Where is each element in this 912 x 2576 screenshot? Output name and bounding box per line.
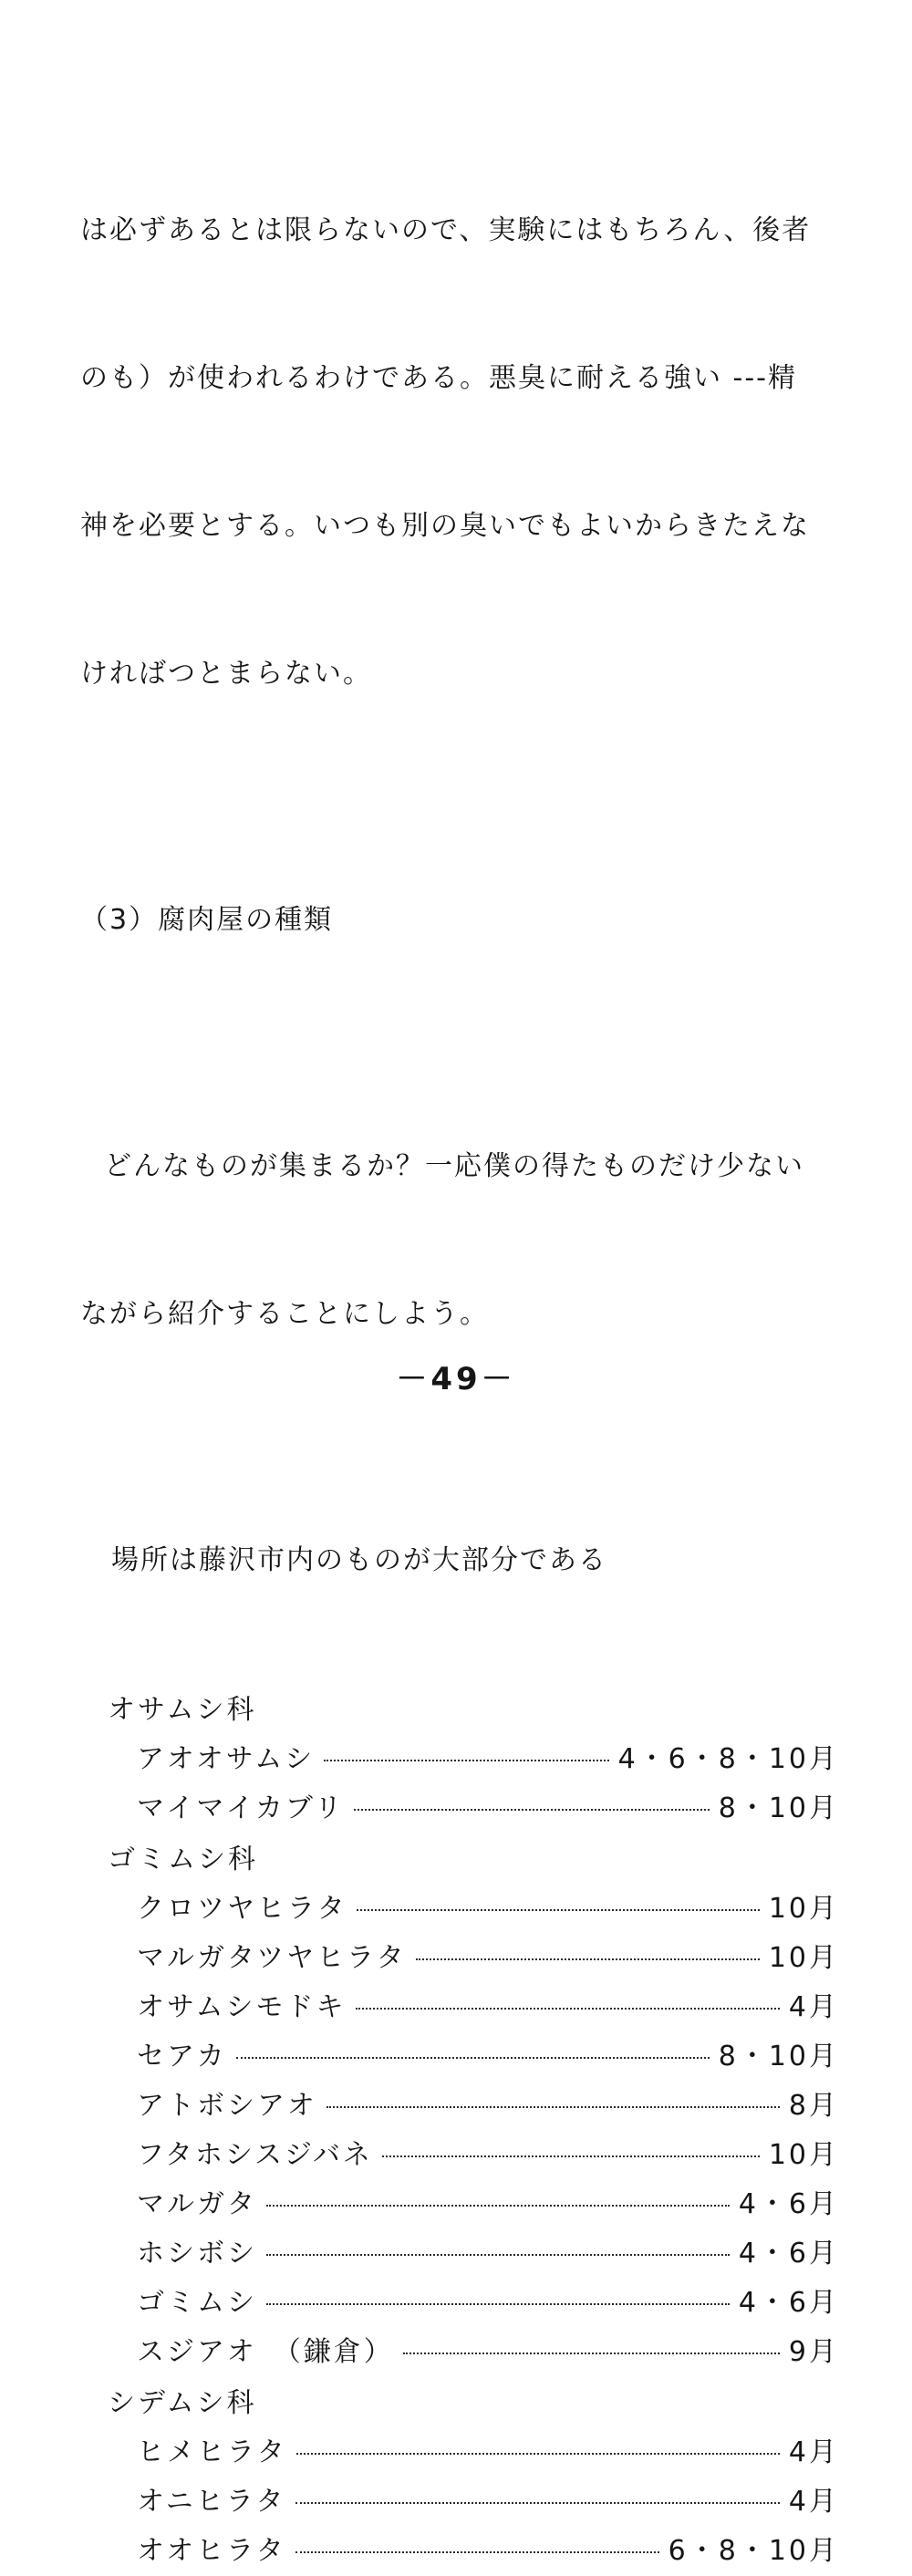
- intro-line: どんなものが集まるか？一応僕の得たものだけ少ない: [104, 1150, 804, 1182]
- leader-dots: [295, 2501, 780, 2504]
- family-name: オサムシ科: [108, 1694, 257, 1726]
- species-months: 4月: [788, 2486, 839, 2518]
- species-entry: [80, 1784, 839, 1833]
- species-section: [80, 1835, 839, 2377]
- leader-dots: [296, 2452, 780, 2455]
- species-months: 10月: [768, 2139, 839, 2171]
- species-months: 4・6・8・10月: [617, 1743, 839, 1775]
- species-months: 8・10月: [718, 1792, 839, 1824]
- body-paragraph: [80, 108, 839, 797]
- species-entry: [80, 2328, 839, 2377]
- species-entry: [80, 1934, 839, 1983]
- species-name: オオヒラタ: [137, 2535, 286, 2567]
- leader-dots: [266, 2204, 730, 2207]
- species-name: スジアオ （鎌倉）: [137, 2336, 394, 2368]
- leader-dots: [266, 2253, 730, 2256]
- species-months: 10月: [768, 1893, 839, 1925]
- species-months: 10月: [768, 1942, 839, 1974]
- species-name: ゴミムシ: [137, 2287, 257, 2319]
- species-entry: [80, 2032, 839, 2082]
- species-name: セアカ: [137, 2041, 227, 2072]
- species-entry: [80, 2180, 839, 2229]
- species-name: アオオサムシ: [137, 1743, 316, 1775]
- species-months: 4・6月: [738, 2238, 839, 2270]
- species-name: マイマイカブリ: [137, 1792, 345, 1824]
- leader-dots: [326, 2105, 780, 2108]
- species-name: ヒメヒラタ: [137, 2436, 287, 2468]
- species-entry: [80, 2477, 839, 2527]
- species-name: クロツヤヒラタ: [137, 1893, 347, 1925]
- species-months: 6・8・10月: [668, 2535, 839, 2567]
- species-name: フタホシスジバネ: [137, 2139, 373, 2171]
- species-entry: [80, 1885, 839, 1934]
- species-months: 4・6月: [738, 2287, 839, 2319]
- species-name: アトボシアオ: [137, 2090, 317, 2122]
- leader-dots: [382, 2155, 760, 2157]
- leader-dots: [266, 2302, 730, 2305]
- species-name: ホシボシ: [137, 2238, 257, 2270]
- species-entry: [80, 2527, 839, 2576]
- species-entry: [80, 2229, 839, 2279]
- family-name: シデムシ科: [108, 2387, 257, 2419]
- species-section: [80, 2379, 839, 2576]
- paragraph-line: は必ずあるとは限らないので、実験にはもちろん、後者: [80, 214, 812, 246]
- species-section: [80, 1686, 839, 1833]
- leader-dots: [403, 2352, 780, 2354]
- species-entry: [80, 2279, 839, 2328]
- leader-dots: [356, 2007, 780, 2010]
- leader-dots: [295, 2550, 659, 2553]
- species-months: 4月: [788, 1991, 839, 2023]
- species-name: オサムシモドキ: [137, 1991, 347, 2023]
- species-entry: [80, 2082, 839, 2131]
- species-entry: [80, 2131, 839, 2180]
- species-name: オニヒラタ: [137, 2486, 286, 2518]
- species-name: マルガタツヤヒラタ: [137, 1942, 407, 1974]
- leader-dots: [236, 2056, 710, 2059]
- species-entry: [80, 1735, 839, 1784]
- section-heading: （3）腐肉屋の種類: [80, 904, 334, 936]
- species-months: 8・10月: [718, 2041, 839, 2072]
- species-months: 8月: [788, 2090, 839, 2122]
- species-name: マルガタ: [137, 2188, 257, 2220]
- leader-dots: [357, 1908, 760, 1911]
- leader-dots: [324, 1759, 608, 1761]
- family-name: ゴミムシ科: [108, 1844, 258, 1875]
- species-months: 4・6月: [738, 2188, 839, 2220]
- leader-dots: [354, 1808, 710, 1811]
- paragraph-line: ければつとまらない。: [80, 658, 372, 690]
- species-entry: [80, 2428, 839, 2477]
- species-months: 4月: [788, 2436, 839, 2468]
- paragraph-line: のも）が使われるわけである。悪臭に耐える強い ---精: [80, 362, 798, 394]
- location-note: 場所は藤沢市内のものが大部分である: [111, 1544, 607, 1576]
- leader-dots: [416, 1958, 760, 1960]
- paragraph-line: 神を必要とする。いつも別の臭いでもよいからきたえな: [80, 510, 810, 542]
- page-number: －49－: [396, 1361, 516, 1397]
- species-entry: [80, 1983, 839, 2032]
- species-months: 9月: [788, 2336, 839, 2368]
- intro-line: ながら紹介することにしよう。: [80, 1298, 489, 1330]
